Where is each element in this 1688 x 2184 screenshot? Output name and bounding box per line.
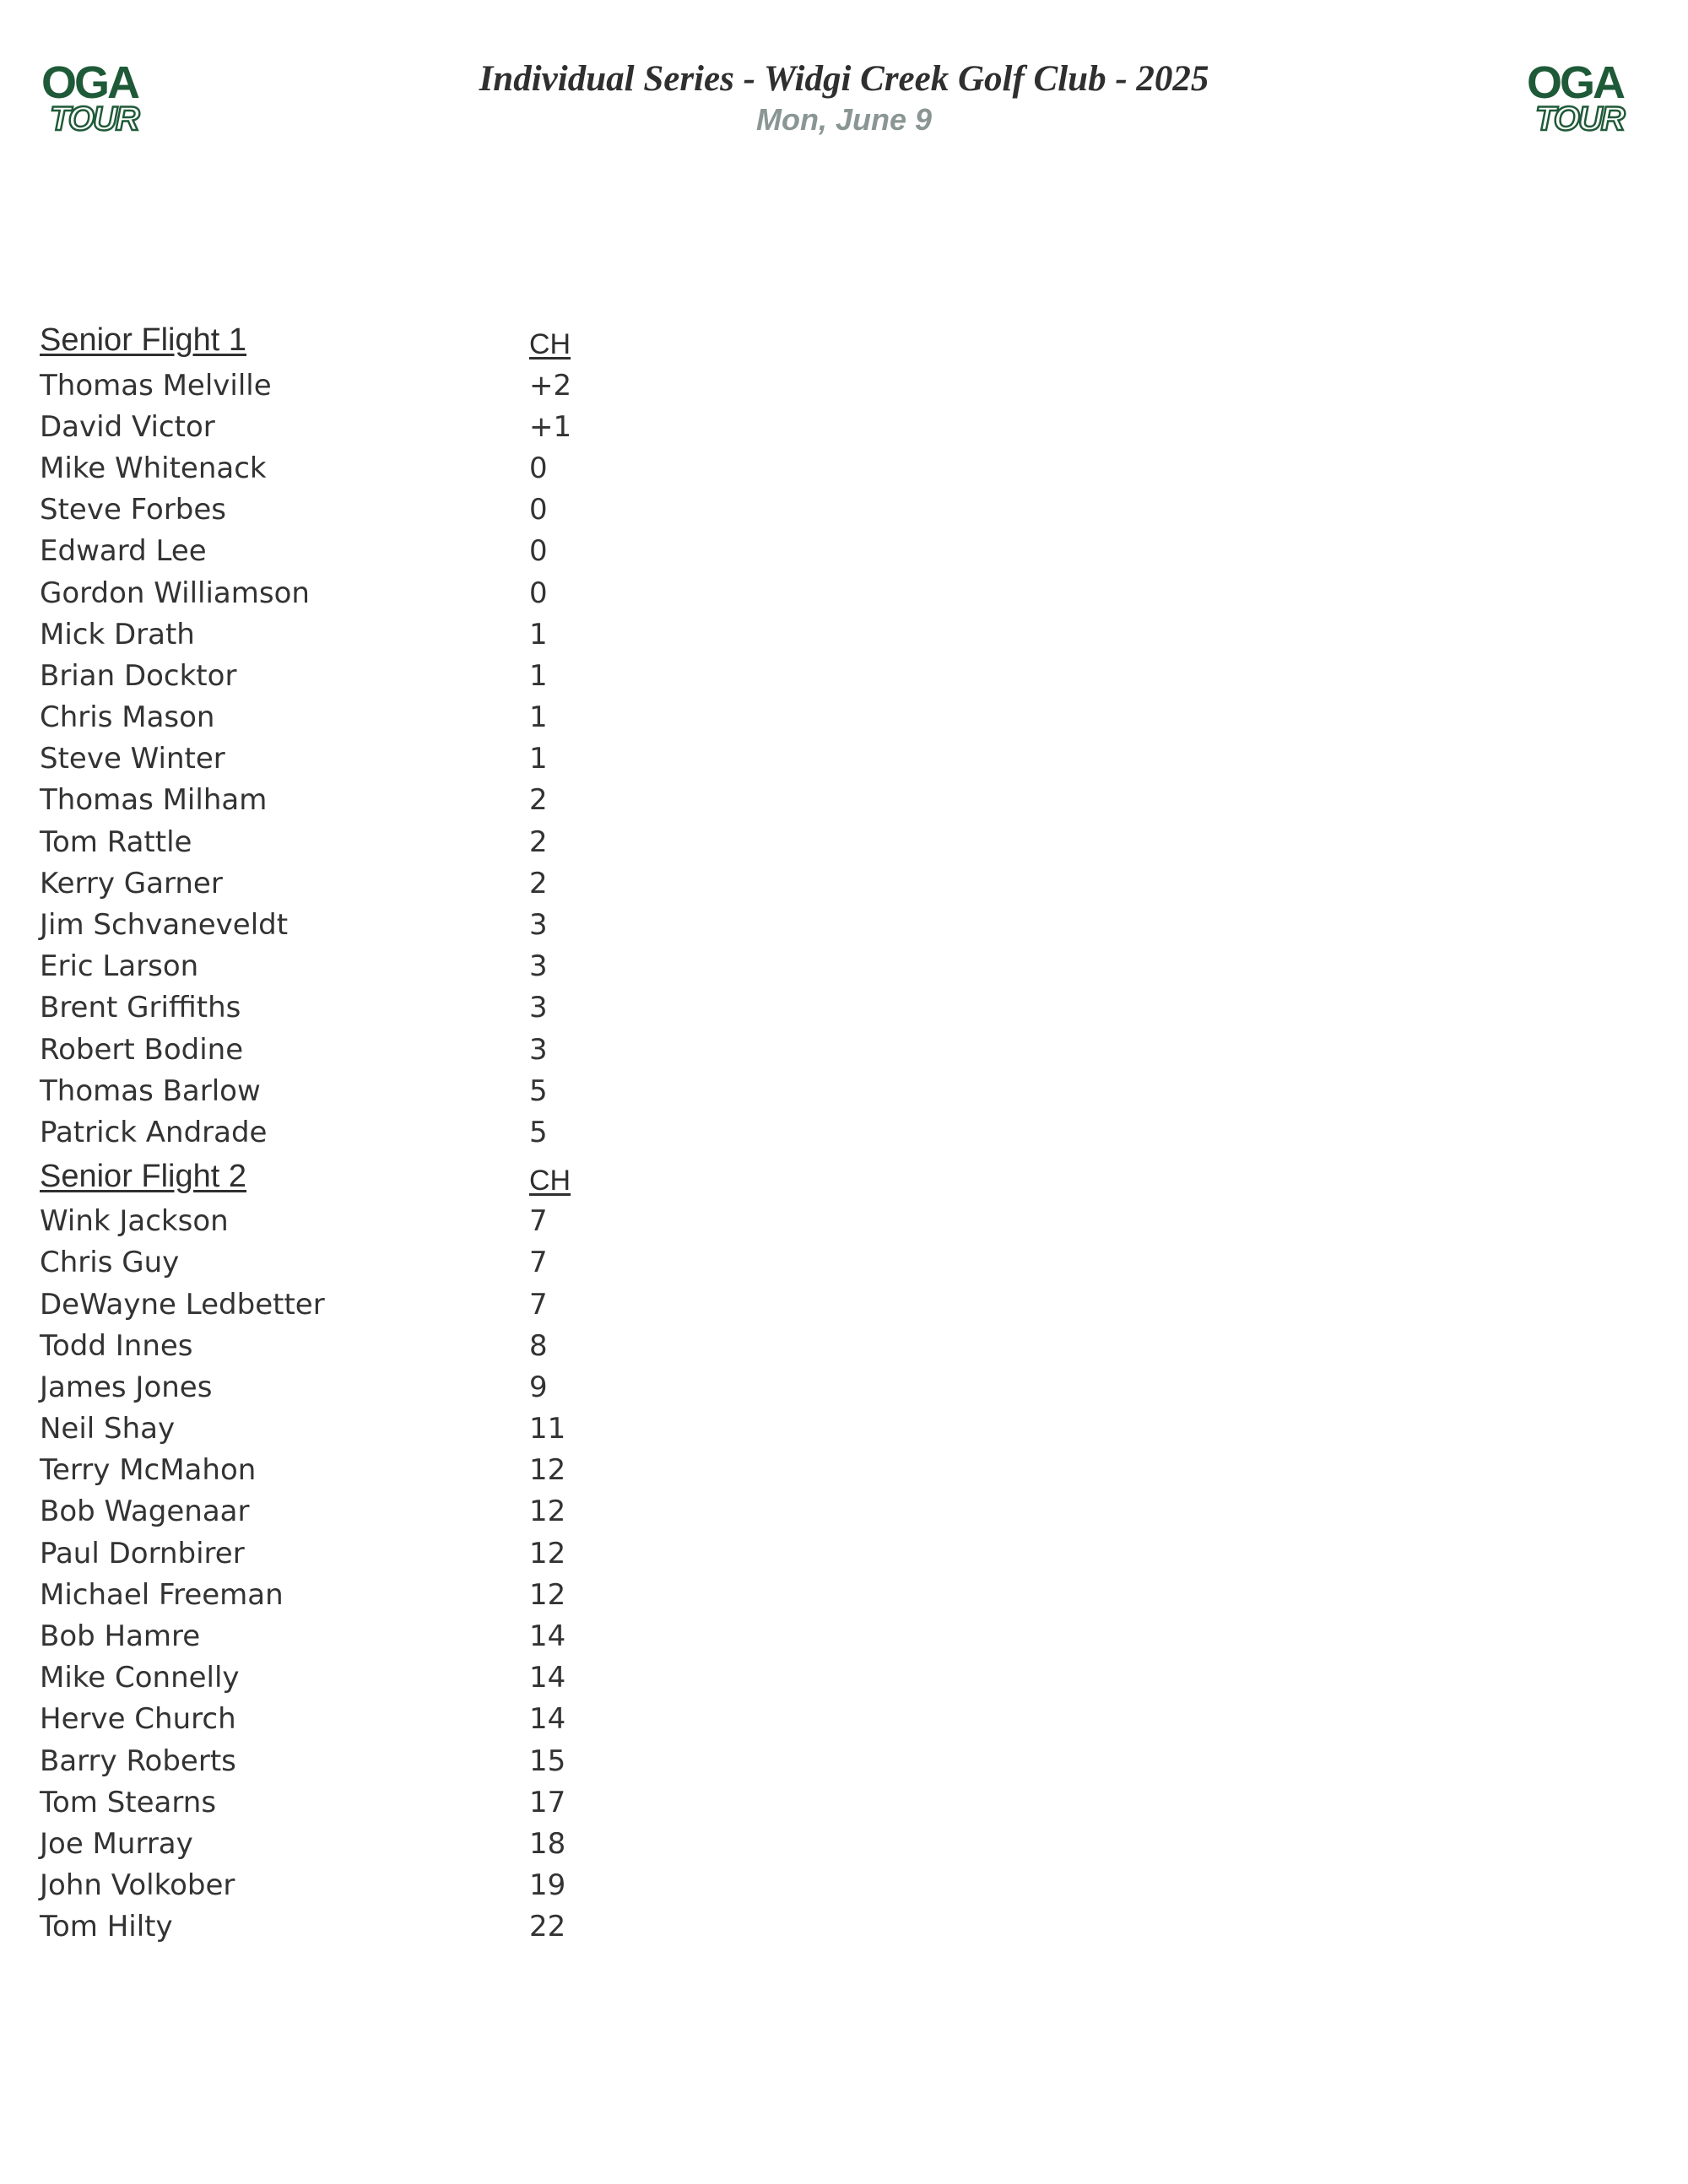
player-course-handicap: 22 [529, 1910, 566, 1944]
player-name: Michael Freeman [40, 1577, 284, 1612]
player-name: Robert Bodine [40, 1032, 244, 1067]
player-name: Edward Lee [40, 534, 207, 569]
player-row [40, 572, 597, 614]
player-row [40, 1111, 597, 1153]
player-name: John Volkober [40, 1868, 235, 1903]
player-course-handicap: 11 [529, 1412, 566, 1446]
player-course-handicap: 17 [529, 1785, 566, 1819]
player-course-handicap: 2 [529, 783, 548, 818]
player-row [40, 904, 597, 945]
ch-column-header: CH [529, 1164, 571, 1197]
page-title: Individual Series - Widgi Creek Golf Club - 2025 [479, 59, 1209, 99]
player-row [40, 1781, 597, 1823]
player-course-handicap: 1 [529, 700, 548, 735]
svg-text:OGA: OGA [41, 57, 138, 108]
player-course-handicap: 7 [529, 1246, 548, 1280]
player-course-handicap: 1 [529, 617, 548, 651]
player-course-handicap: 1 [529, 658, 548, 693]
player-course-handicap: 12 [529, 1577, 566, 1612]
player-row [40, 862, 597, 904]
player-course-handicap: 0 [529, 534, 548, 569]
player-name: DeWayne Ledbetter [40, 1287, 325, 1322]
player-name: Chris Mason [40, 700, 215, 735]
player-row [40, 946, 597, 987]
player-name: Mike Connelly [40, 1661, 240, 1695]
player-row [40, 1284, 597, 1325]
event-date: Mon, June 9 [755, 102, 933, 137]
player-row [40, 1325, 597, 1366]
player-row [40, 1533, 597, 1574]
player-row [40, 987, 597, 1029]
player-course-handicap: 12 [529, 1536, 566, 1570]
player-row [40, 1201, 597, 1242]
player-row [40, 821, 597, 862]
player-row [40, 1450, 597, 1491]
player-course-handicap: 1 [529, 742, 548, 776]
player-row [40, 655, 597, 696]
player-row [40, 697, 597, 738]
player-row [40, 489, 597, 531]
player-name: Patrick Andrade [40, 1115, 268, 1149]
player-name: Jim Schvaneveldt [40, 908, 289, 943]
player-row [40, 614, 597, 655]
player-name: Brian Docktor [40, 658, 237, 693]
player-row [40, 531, 597, 572]
player-name: Todd Innes [40, 1328, 193, 1363]
player-course-handicap: 2 [529, 824, 548, 859]
flight-header [40, 317, 597, 365]
player-course-handicap: 3 [529, 908, 548, 943]
player-name: Kerry Garner [40, 866, 223, 900]
player-course-handicap: 5 [529, 1073, 548, 1108]
player-name: David Victor [40, 409, 215, 444]
player-course-handicap: 14 [529, 1661, 566, 1695]
player-row [40, 1906, 597, 1948]
ch-column-header: CH [529, 328, 571, 360]
player-name: Tom Rattle [40, 824, 192, 859]
player-name: Mike Whitenack [40, 451, 267, 485]
player-name: Gordon Williamson [40, 576, 310, 610]
player-course-handicap: 0 [529, 451, 548, 485]
player-name: Bob Wagenaar [40, 1495, 250, 1529]
player-row [40, 1823, 597, 1864]
player-course-handicap: 12 [529, 1495, 566, 1529]
player-name: Herve Church [40, 1702, 236, 1737]
player-course-handicap: +2 [529, 368, 572, 403]
player-course-handicap: 18 [529, 1826, 566, 1861]
player-name: Bob Hamre [40, 1619, 201, 1654]
player-row [40, 1615, 597, 1657]
player-name: Mick Drath [40, 617, 195, 651]
player-name: Neil Shay [40, 1412, 176, 1446]
player-row [40, 1070, 597, 1111]
player-name: Barry Roberts [40, 1743, 236, 1778]
player-name: Tom Stearns [40, 1785, 217, 1819]
flight-header [40, 1154, 597, 1201]
svg-text:TOUR: TOUR [1535, 100, 1624, 137]
player-row [40, 1366, 597, 1408]
player-course-handicap: 19 [529, 1868, 566, 1903]
player-name: Thomas Barlow [40, 1073, 261, 1108]
player-row [40, 1408, 597, 1450]
player-row [40, 447, 597, 489]
player-name: Steve Forbes [40, 493, 227, 527]
player-row [40, 738, 597, 780]
player-row [40, 406, 597, 447]
player-name: Eric Larson [40, 949, 199, 984]
player-name: Chris Guy [40, 1246, 180, 1280]
player-course-handicap: 0 [529, 576, 548, 610]
flight-title: Senior Flight 2 [40, 1158, 247, 1194]
svg-text:OGA: OGA [1527, 57, 1624, 108]
player-name: Thomas Milham [40, 783, 268, 818]
player-course-handicap: 14 [529, 1619, 566, 1654]
player-row [40, 1699, 597, 1740]
player-course-handicap: 3 [529, 991, 548, 1025]
player-course-handicap: 7 [529, 1204, 548, 1239]
player-course-handicap: 9 [529, 1370, 548, 1404]
player-row [40, 1491, 597, 1533]
player-course-handicap: 8 [529, 1328, 548, 1363]
player-course-handicap: 0 [529, 493, 548, 527]
player-course-handicap: 14 [529, 1702, 566, 1737]
player-row [40, 1574, 597, 1615]
player-course-handicap: +1 [529, 409, 572, 444]
svg-text:TOUR: TOUR [50, 100, 138, 137]
player-name: Steve Winter [40, 742, 225, 776]
player-course-handicap: 3 [529, 1032, 548, 1067]
player-row [40, 1740, 597, 1781]
player-name: Wink Jackson [40, 1204, 229, 1239]
player-name: Paul Dornbirer [40, 1536, 245, 1570]
player-row [40, 365, 597, 406]
player-course-handicap: 2 [529, 866, 548, 900]
player-row [40, 1657, 597, 1699]
player-course-handicap: 7 [529, 1287, 548, 1322]
player-row [40, 1029, 597, 1070]
player-name: Joe Murray [40, 1826, 193, 1861]
player-row [40, 780, 597, 821]
player-name: Tom Hilty [40, 1910, 173, 1944]
player-name: Thomas Melville [40, 368, 272, 403]
player-name: Terry McMahon [40, 1453, 257, 1488]
player-course-handicap: 3 [529, 949, 548, 984]
flight-title: Senior Flight 1 [40, 322, 247, 358]
player-row [40, 1242, 597, 1284]
player-name: James Jones [40, 1370, 213, 1404]
player-course-handicap: 5 [529, 1115, 548, 1149]
flight-roster [40, 317, 597, 1948]
player-course-handicap: 12 [529, 1453, 566, 1488]
player-name: Brent Griffiths [40, 991, 241, 1025]
player-course-handicap: 15 [529, 1743, 566, 1778]
player-row [40, 1865, 597, 1906]
